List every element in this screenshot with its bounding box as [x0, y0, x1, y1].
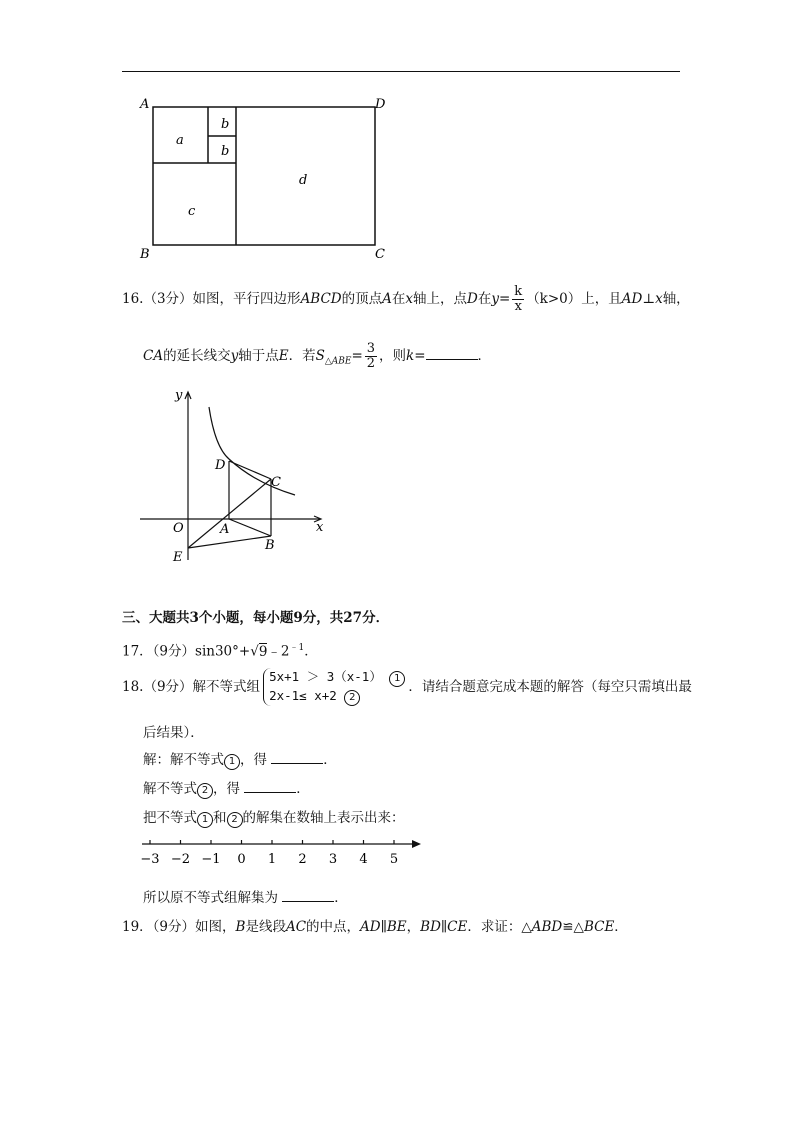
- header-rule: [122, 71, 680, 72]
- inequality-2: 2x-1≤ x+2 2: [269, 688, 360, 703]
- point-a-label: A: [220, 522, 230, 537]
- point-c-label: C: [271, 475, 281, 490]
- region-d-label: d: [299, 173, 308, 188]
- point-d-label: D: [215, 458, 226, 473]
- number-line-arrow: [412, 840, 421, 848]
- number-line: [140, 832, 425, 872]
- inequality-system: [263, 668, 405, 706]
- answer-blank-18-2[interactable]: [244, 780, 296, 793]
- solution-step-3: 把不等式 1 和 2 的解集在数轴上表示出来：: [143, 810, 405, 826]
- corner-a-label: A: [140, 97, 150, 112]
- corner-d-label: D: [375, 97, 386, 112]
- solution-final: 所以原不等式组解集为 ．: [143, 890, 348, 906]
- region-a-label: a: [176, 133, 184, 148]
- fraction-k-over-x: $\frac{k}{x}$: [514, 284, 523, 314]
- y-axis-label: y: [175, 388, 183, 403]
- question-16-line2: CA的延长线交y轴于点E．若$S_{\triangle ABE}=$ $\frac{3}{2}$ ，则k= ．: [143, 341, 492, 371]
- question-18-line2: 后结果）．: [143, 725, 204, 741]
- inequality-1: 5x+1 ＞ 3（x-1） 1: [269, 669, 405, 684]
- number-line-tick-label: 4: [359, 852, 368, 867]
- x-axis-label: x: [316, 520, 324, 535]
- fraction-three-halves: $\frac{3}{2}$: [366, 341, 376, 371]
- corner-c-label: C: [375, 247, 385, 262]
- corner-b-label: B: [140, 247, 150, 262]
- segment-ab: [229, 519, 271, 536]
- figure-rectangle-partition: [135, 92, 395, 267]
- answer-blank-18-1[interactable]: [271, 751, 323, 764]
- answer-blank-18-3[interactable]: [282, 889, 334, 902]
- question-19: 19．（9分）如图，B是线段AC的中点，AD∥BE，BD∥CE．求证：△ABD≌△BCE．: [122, 919, 628, 935]
- question-16-line1: 16.（3分）如图，平行四边形ABCD的顶点A在x轴上，点D在y= $\frac{k}{x}$ （k>0）上，且AD⊥x轴，: [122, 284, 690, 314]
- number-line-tick-label: 5: [389, 852, 399, 867]
- region-c-label: c: [188, 204, 196, 219]
- solution-step-2: 解不等式 2 ，得 ．: [143, 781, 310, 797]
- region-b1-label: b: [221, 117, 230, 132]
- number-line-tick-label: 2: [298, 852, 307, 867]
- number-line-tick-label: −2: [170, 852, 191, 867]
- number-line-tick-label: 0: [237, 852, 246, 867]
- number-line-tick-label: −1: [201, 852, 221, 867]
- point-b-label: B: [265, 538, 275, 553]
- segment-dc: [229, 461, 271, 479]
- question-17: 17．（9分）$\sin 30^\circ+√9﹣2^{﹣1}$．: [122, 643, 318, 660]
- circled-number-1: 1: [389, 671, 405, 687]
- rect-outer: [153, 107, 375, 245]
- origin-label: O: [173, 521, 184, 536]
- answer-blank-16[interactable]: [426, 347, 478, 360]
- number-line-tick-label: 3: [328, 852, 338, 867]
- region-b2-label: b: [221, 144, 230, 159]
- solution-step-1: 解：解不等式 1 ，得 ．: [143, 752, 337, 768]
- number-line-tick-label: −3: [140, 852, 160, 867]
- point-e-label: E: [173, 550, 183, 565]
- hyperbola-curve: [209, 407, 295, 495]
- figure-coordinate-parallelogram: [135, 385, 335, 575]
- section-3-heading: 三、大题共3个小题，每小题9分，共27分．: [122, 610, 390, 626]
- number-line-tick-label: 1: [267, 852, 277, 867]
- circled-number-2: 2: [344, 690, 360, 706]
- question-18-line1: 18.（9分）解不等式组5x+1 ＞ 3（x-1） 1 2x-1≤ x+2 2．请结合题意完成本题的解答（每空只需填出最: [122, 668, 692, 706]
